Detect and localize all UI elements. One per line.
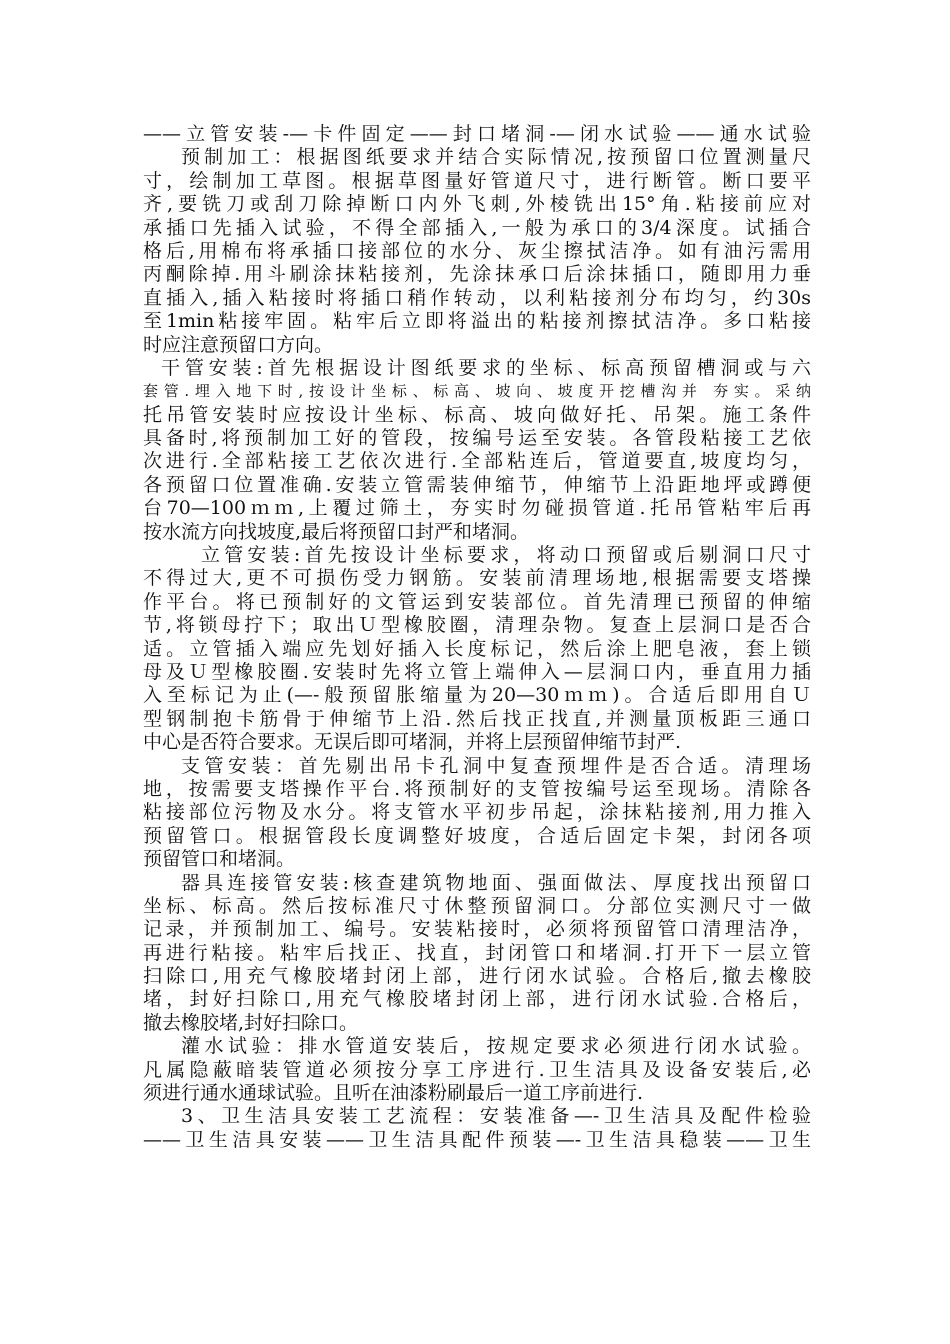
paragraph-prefabrication bbox=[143, 146, 811, 357]
text-line: 地，按需要支塔操作平台.将预制好的支管按编号运至现场。清除各 bbox=[143, 777, 811, 800]
text-line: 撤去橡胶堵,封好扫除口。 bbox=[143, 1011, 359, 1034]
text-line: 堵，封好扫除口,用充气橡胶堵封闭上部，进行闭水试验.合格后， bbox=[143, 988, 811, 1011]
text-line: 中心是否符合要求。无误后即可堵洞，并将上层预留伸缩节封严. bbox=[143, 731, 682, 754]
text-line: 套管.埋入地下时,按设计坐标、标高、坡向、坡度开挖槽沟并 夯实。采纳 bbox=[143, 382, 811, 401]
paragraph-sanitary-fixtures bbox=[143, 1105, 811, 1152]
text-line: 器具连接管安装:核查建筑物地面、强面做法、厚度找出预留口 bbox=[181, 871, 811, 894]
paragraph-main-pipe bbox=[143, 357, 811, 544]
text-line: 不得过大,更不可损伤受力钢筋。安装前清理场地,根据需要支塔操 bbox=[143, 567, 811, 590]
text-line: 须进行通水通球试验。且听在油漆粉刷最后一道工序前进行. bbox=[143, 1082, 644, 1105]
text-line: 母及Ｕ型橡胶圈.安装时先将立管上端伸入—层洞口内，垂直用力插 bbox=[143, 660, 811, 683]
text-line: 粘接部位污物及水分。将支管水平初步吊起，涂抹粘接剂,用力推入 bbox=[143, 801, 811, 824]
text-line: 支管安装：首先剔出吊卡孔洞中复查预埋件是否合适。清理场 bbox=[181, 754, 811, 777]
text-line: 扫除口,用充气橡胶堵封闭上部，进行闭水试验。合格后,撤去橡胶 bbox=[143, 965, 811, 988]
document-page bbox=[143, 123, 811, 1152]
text-line: 预留管口。根据管段长度调整好坡度，合适后固定卡架，封闭各项 bbox=[143, 824, 811, 847]
text-line: ——立管安装-—卡件固定——封口堵洞-—闭水试验——通水试验 bbox=[143, 123, 811, 145]
text-line: 灌水试验：排水管道安装后，按规定要求必须进行闭水试验。 bbox=[181, 1035, 811, 1058]
text-line: 承插口先插入试验，不得全部插入,一般为承口的3/4深度。试插合 bbox=[143, 216, 811, 239]
text-line: 台70—100ｍｍ,上覆过筛土，夯实时勿碰损管道.托吊管粘牢后再 bbox=[143, 497, 811, 520]
text-line: ——卫生洁具安装——卫生洁具配件预装—-卫生洁具稳装——卫生 bbox=[143, 1128, 811, 1151]
text-line: 次进行.全部粘接工艺依次进行.全部粘连后，管道要直,坡度均匀， bbox=[143, 450, 811, 473]
text-line: 节,将锁母拧下；取出Ｕ型橡胶圈，清理杂物。复查上层洞口是否合 bbox=[143, 614, 811, 637]
text-line: 坐标、标高。然后按标准尺寸休整预留洞口。分部位实测尺寸一做 bbox=[143, 894, 811, 917]
text-line: 格后,用棉布将承插口接部位的水分、灰尘擦拭洁净。如有油污需用 bbox=[143, 239, 811, 262]
text-line: 凡属隐蔽暗装管道必须按分享工序进行.卫生洁具及设备安装后,必 bbox=[143, 1058, 811, 1081]
text-line: 至1min粘接牢固。粘牢后立即将溢出的粘接剂擦拭洁净。多口粘接 bbox=[143, 310, 811, 333]
text-line: 适。立管插入端应先划好插入长度标记，然后涂上肥皂液，套上锁 bbox=[143, 637, 811, 660]
text-line: 各预留口位置准确.安装立管需装伸缩节，伸缩节上沿距地坪或蹲便 bbox=[143, 473, 811, 496]
paragraph-water-test bbox=[143, 1035, 811, 1105]
text-line: 时应注意预留口方向。 bbox=[143, 333, 334, 356]
text-line: 具备时,将预制加工好的管段，按编号运至安装。各管段粘接工艺依 bbox=[143, 427, 811, 450]
text-line: 丙酮除掉.用斗刷涂抹粘接剂，先涂抹承口后涂抹插口，随即用力垂 bbox=[143, 263, 811, 286]
text-line: 预制加工：根据图纸要求并结合实际情况,按预留口位置测量尺 bbox=[181, 146, 811, 169]
text-line: 预留管口和堵洞。 bbox=[143, 848, 296, 871]
paragraph-process-flow bbox=[143, 123, 811, 146]
text-line: 寸，绘制加工草图。根据草图量好管道尺寸，进行断管。断口要平 bbox=[143, 169, 811, 192]
text-line: 3、卫生洁具安装工艺流程：安装准备—-卫生洁具及配件检验 bbox=[181, 1105, 811, 1128]
text-line: 直插入,插入粘接时将插口稍作转动，以利粘接剂分布均匀，约30s bbox=[143, 286, 811, 309]
text-line: 入至标记为止(—-般预留胀缩量为20—30ｍｍ)。合适后即用自Ｕ bbox=[143, 684, 811, 707]
paragraph-branch-pipe bbox=[143, 755, 811, 872]
text-line: 作平台。将已预制好的文管运到安装部位。首先清理已预留的伸缩 bbox=[143, 590, 811, 613]
text-line: 再进行粘接。粘牢后找正、找直，封闭管口和堵洞.打开下一层立管 bbox=[143, 941, 811, 964]
text-line: 干管安装:首先根据设计图纸要求的坐标、标高预留槽洞或与六 bbox=[161, 356, 811, 379]
text-line: 按水流方向找坡度,最后将预留口封严和堵洞。 bbox=[143, 520, 530, 543]
text-line: 立管安装:首先按设计坐标要求，将动口预留或后剔洞口尺寸 bbox=[201, 544, 811, 567]
paragraph-riser bbox=[143, 544, 811, 755]
text-line: 型钢制抱卡筋骨于伸缩节上沿.然后找正找直,并测量顶板距三通口 bbox=[143, 707, 811, 730]
text-line: 托吊管安装时应按设计坐标、标高、坡向做好托、吊架。施工条件 bbox=[143, 403, 811, 426]
text-line: 记录，并预制加工、编号。安装粘接时，必须将预留管口清理洁净， bbox=[143, 918, 811, 941]
text-line: 齐,要铣刀或刮刀除掉断口内外飞刺,外棱铣出15°角.粘接前应对 bbox=[143, 193, 811, 216]
paragraph-fixture-connection bbox=[143, 872, 811, 1036]
